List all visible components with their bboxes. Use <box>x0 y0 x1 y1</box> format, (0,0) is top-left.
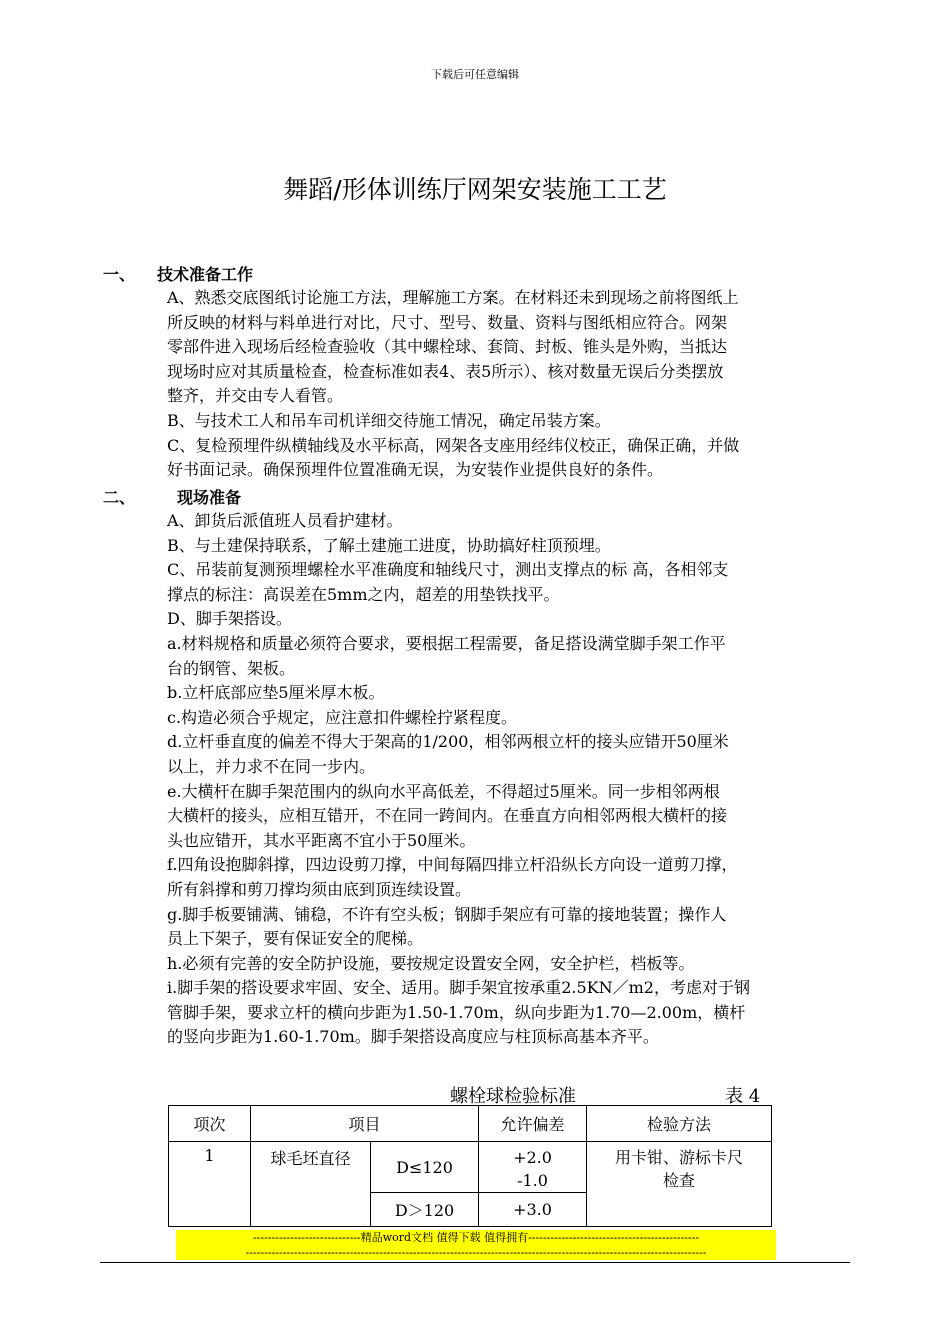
text-line: i.脚手架的搭设要求牢固、安全、适用。脚手架宜按承重2.5KN／m2，考虑对于钢 <box>167 978 750 998</box>
inspection-table <box>168 1105 772 1227</box>
text-line: B、与土建保持联系，了解土建施工进度，协助搞好柱顶预埋。 <box>167 535 611 555</box>
document-title: 舞蹈/形体训练厅网架安装施工工艺 <box>283 175 667 204</box>
text-line: c.构造必须合乎规定，应注意扣件螺栓拧紧程度。 <box>167 707 518 727</box>
table-caption: 螺栓球检验标准 <box>450 1086 576 1107</box>
header-cell: 检验方法 <box>587 1106 772 1142</box>
text-line: e.大横杆在脚手架范围内的纵向水平高低差，不得超过5厘米。同一步相邻两根 <box>167 781 720 801</box>
text-line: A、熟悉交底图纸讨论施工方法，理解施工方案。在材料还未到现场之前将图纸上 <box>167 288 739 307</box>
text-line: 整齐，并交由专人看管。 <box>167 386 344 406</box>
text-line: a.材料规格和质量必须符合要求，要根据工程需要，备足搭设满堂脚手架工作平 <box>167 633 726 653</box>
text-line: 所有斜撑和剪刀撑均须由底到顶连续设置。 <box>167 879 472 899</box>
text-line: h.必须有完善的安全防护设施，要按规定设置安全网，安全护栏，档板等。 <box>167 953 695 973</box>
text-line: 以上，并力求不在同一步内。 <box>167 756 376 776</box>
method-line: 用卡钳、游标卡尺 <box>615 1148 744 1167</box>
section-number: 一、 <box>103 265 136 284</box>
text-line: B、与技术工人和吊车司机详细交待施工情况，确定吊装方案。 <box>167 410 611 430</box>
text-line: 的竖向步距为1.60-1.70m。脚手架搭设高度应与柱顶标高基本齐平。 <box>167 1027 659 1047</box>
header-cell: 项目 <box>251 1106 479 1142</box>
tolerance-upper: +2.0 <box>513 1148 552 1167</box>
text-line: 管脚手架，要求立杆的横向步距为1.50-1.70m，纵向步距为1.70—2.00m，横杆 <box>167 1002 746 1022</box>
method-line: 检查 <box>663 1171 696 1190</box>
cell-tolerance <box>479 1142 587 1193</box>
text-line: 所反映的材料与料单进行对比，尺寸、型号、数量、资料与图纸相应符合。网架 <box>167 312 728 332</box>
cell-index: 1 <box>169 1142 251 1227</box>
text-line: C、吊装前复测预埋螺栓水平准确度和轴线尺寸，测出支撑点的标 高，各相邻支 <box>167 560 729 580</box>
table-row <box>169 1142 772 1193</box>
section-title: 现场准备 <box>177 488 242 507</box>
text-line: 大横杆的接头，应相互错开，不在同一跨间内。在垂直方向相邻两根大横杆的接 <box>167 806 728 826</box>
text-line: D、脚手架搭设。 <box>167 609 292 629</box>
text-line: 撑点的标注：高误差在5mm之内，超差的用垫铁找平。 <box>167 584 560 604</box>
text-line: A、卸货后派值班人员看护建材。 <box>167 511 403 530</box>
header-cell: 项次 <box>169 1106 251 1142</box>
section-1-body <box>167 286 852 483</box>
text-line: 头也应错开，其水平距离不宜小于50厘米。 <box>167 830 476 850</box>
header-cell: 允许偏差 <box>479 1106 587 1142</box>
cell-sub-range: D≤120 <box>371 1142 479 1193</box>
text-line: 现场时应对其质量检查，检查标准如表4、表5所示）、核对数量无误后分类摆放 <box>167 361 724 381</box>
footer-line: ---------------------------------------------------------------------------------------------------------------------------- <box>245 1246 707 1259</box>
section-heading-1 <box>103 262 403 284</box>
footer-line: -----------------------------精品word文档 值得下载 值得拥有---------------------------------------------- <box>252 1231 700 1244</box>
section-title: 技术准备工作 <box>157 265 254 284</box>
text-line: d.立杆垂直度的偏差不得大于架高的1/200，相邻两根立杆的接头应错开50厘米 <box>167 732 729 752</box>
cell-tolerance: +3.0 <box>479 1193 587 1227</box>
text-line: f.四角设抱脚斜撑，四边设剪刀撑，中间每隔四排立杆沿纵长方向设一道剪刀撑， <box>167 855 738 875</box>
text-line: 员上下架子，要有保证安全的爬梯。 <box>167 929 424 949</box>
table-number: 表 4 <box>725 1086 761 1107</box>
section-number: 二、 <box>103 488 136 507</box>
tolerance-lower: -1.0 <box>517 1171 548 1190</box>
text-line: C、复检预埋件纵横轴线及水平标高，网架各支座用经纬仪校正，确保正确，并做 <box>167 435 740 455</box>
text-line: 好书面记录。确保预埋件位置准确无误，为安装作业提供良好的条件。 <box>167 460 664 480</box>
text-line: g.脚手板要铺满、铺稳，不许有空头板；钢脚手架应有可靠的接地装置；操作人 <box>167 904 727 924</box>
text-line: b.立杆底部应垫5厘米厚木板。 <box>167 683 385 703</box>
text-line: 零部件进入现场后经检查验收（其中螺栓球、套筒、封板、锥头是外购，当抵达 <box>167 337 728 357</box>
footer-banner <box>176 1230 776 1260</box>
cell-sub-range: D＞120 <box>371 1193 479 1227</box>
table-header-row <box>169 1106 772 1142</box>
section-2-body <box>167 509 852 1050</box>
cell-method <box>587 1142 772 1227</box>
text-line: 台的钢管、架板。 <box>167 658 296 678</box>
footer-divider <box>100 1262 850 1263</box>
header-note: 下载后可任意编辑 <box>431 68 519 81</box>
section-heading-2 <box>103 485 403 507</box>
cell-item: 球毛坯直径 <box>251 1142 371 1227</box>
